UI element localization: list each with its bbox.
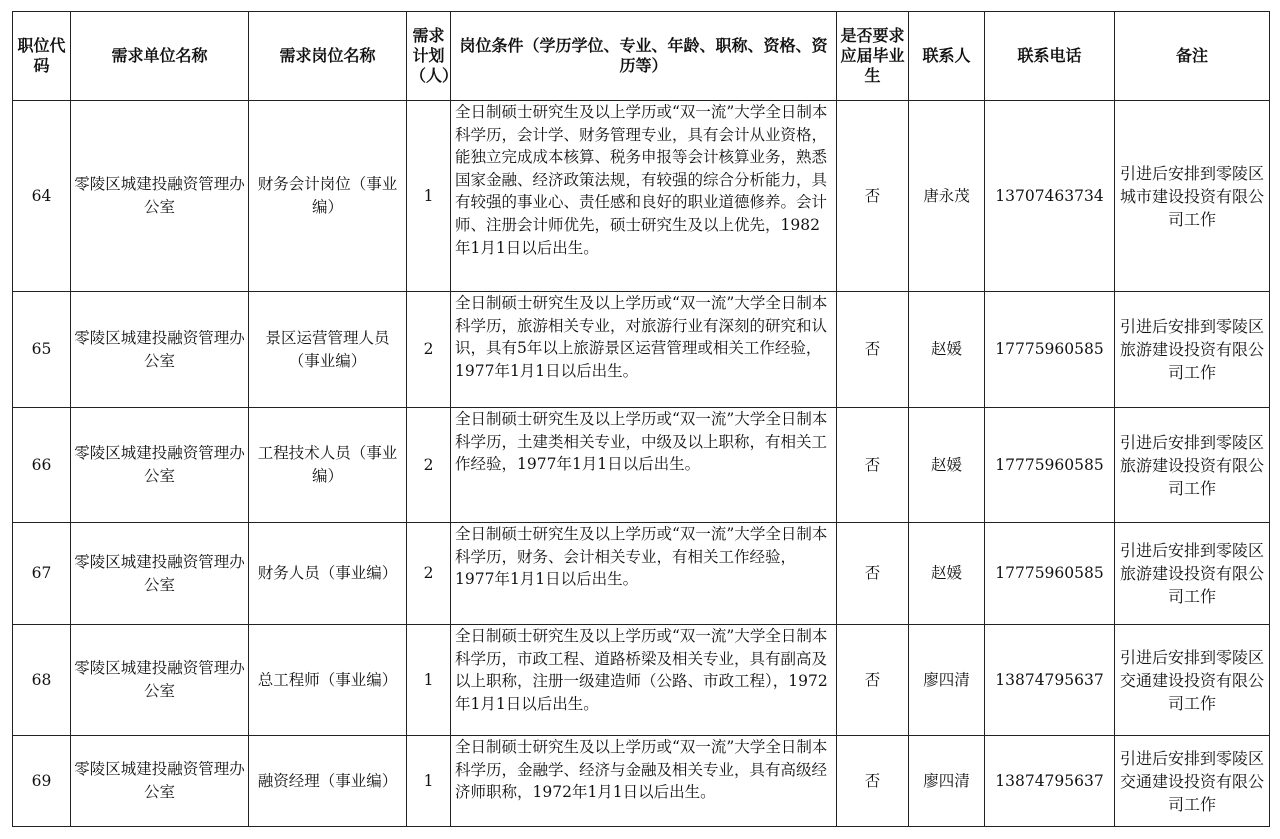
cell-code: 69 (13, 736, 71, 827)
cell-plan: 2 (407, 408, 451, 523)
cell-unit: 零陵区城建投融资管理办公室 (71, 101, 249, 292)
table-row (13, 292, 1270, 408)
header-plan: 需求计划（人） (407, 12, 451, 101)
cell-contact: 赵媛 (909, 523, 985, 625)
cell-phone: 13874795637 (985, 625, 1115, 736)
header-conditions: 岗位条件（学历学位、专业、年龄、职称、资格、资历等） (451, 12, 837, 101)
cell-note: 引进后安排到零陵区旅游建设投资有限公司工作 (1115, 408, 1270, 523)
recruitment-table-wrapper (12, 11, 1270, 827)
cell-plan: 2 (407, 523, 451, 625)
cell-fresh-graduate: 否 (837, 408, 909, 523)
recruitment-table (12, 11, 1270, 827)
cell-plan: 1 (407, 101, 451, 292)
header-note: 备注 (1115, 12, 1270, 101)
cell-conditions: 全日制硕士研究生及以上学历或“双一流”大学全日制本科学历，土建类相关专业，中级及以上职称，有相关工作经验，1977年1月1日以后出生。 (451, 408, 837, 523)
header-phone: 联系电话 (985, 12, 1115, 101)
header-post: 需求岗位名称 (249, 12, 407, 101)
table-row (13, 408, 1270, 523)
cell-unit: 零陵区城建投融资管理办公室 (71, 408, 249, 523)
cell-post: 融资经理（事业编） (249, 736, 407, 827)
cell-post: 工程技术人员（事业编） (249, 408, 407, 523)
table-row (13, 101, 1270, 292)
table-row (13, 736, 1270, 827)
cell-contact: 赵媛 (909, 292, 985, 408)
cell-note: 引进后安排到零陵区交通建设投资有限公司工作 (1115, 625, 1270, 736)
cell-code: 66 (13, 408, 71, 523)
cell-phone: 13874795637 (985, 736, 1115, 827)
cell-post: 财务人员（事业编） (249, 523, 407, 625)
cell-conditions: 全日制硕士研究生及以上学历或“双一流”大学全日制本科学历，市政工程、道路桥梁及相关专业，具有副高及以上职称，注册一级建造师（公路、市政工程），1972年1月1日以后出生。 (451, 625, 837, 736)
cell-phone: 17775960585 (985, 523, 1115, 625)
cell-fresh-graduate: 否 (837, 292, 909, 408)
cell-post: 财务会计岗位（事业编） (249, 101, 407, 292)
cell-fresh-graduate: 否 (837, 101, 909, 292)
cell-phone: 13707463734 (985, 101, 1115, 292)
table-row (13, 523, 1270, 625)
cell-code: 64 (13, 101, 71, 292)
cell-phone: 17775960585 (985, 408, 1115, 523)
header-contact: 联系人 (909, 12, 985, 101)
header-unit: 需求单位名称 (71, 12, 249, 101)
cell-plan: 1 (407, 625, 451, 736)
cell-note: 引进后安排到零陵区城市建设投资有限公司工作 (1115, 101, 1270, 292)
cell-code: 67 (13, 523, 71, 625)
cell-contact: 赵媛 (909, 408, 985, 523)
cell-post: 景区运营管理人员（事业编） (249, 292, 407, 408)
cell-code: 68 (13, 625, 71, 736)
cell-unit: 零陵区城建投融资管理办公室 (71, 292, 249, 408)
cell-unit: 零陵区城建投融资管理办公室 (71, 736, 249, 827)
cell-fresh-graduate: 否 (837, 625, 909, 736)
cell-conditions: 全日制硕士研究生及以上学历或“双一流”大学全日制本科学历，财务、会计相关专业，有相关工作经验，1977年1月1日以后出生。 (451, 523, 837, 625)
cell-contact: 唐永茂 (909, 101, 985, 292)
cell-post: 总工程师（事业编） (249, 625, 407, 736)
cell-conditions: 全日制硕士研究生及以上学历或“双一流”大学全日制本科学历，金融学、经济与金融及相关专业，具有高级经济师职称，1972年1月1日以后出生。 (451, 736, 837, 827)
cell-unit: 零陵区城建投融资管理办公室 (71, 523, 249, 625)
cell-plan: 1 (407, 736, 451, 827)
table-row (13, 625, 1270, 736)
cell-contact: 廖四清 (909, 625, 985, 736)
cell-note: 引进后安排到零陵区交通建设投资有限公司工作 (1115, 736, 1270, 827)
header-row (13, 12, 1270, 101)
cell-phone: 17775960585 (985, 292, 1115, 408)
header-fresh-graduate: 是否要求应届毕业生 (837, 12, 909, 101)
cell-code: 65 (13, 292, 71, 408)
cell-fresh-graduate: 否 (837, 736, 909, 827)
cell-fresh-graduate: 否 (837, 523, 909, 625)
cell-unit: 零陵区城建投融资管理办公室 (71, 625, 249, 736)
cell-note: 引进后安排到零陵区旅游建设投资有限公司工作 (1115, 523, 1270, 625)
cell-conditions: 全日制硕士研究生及以上学历或“双一流”大学全日制本科学历，会计学、财务管理专业，具有会计从业资格，能独立完成成本核算、税务申报等会计核算业务，熟悉国家金融、经济政策法规，有较强的综合分析能力，具有较强的事业心、责任感和良好的职业道德修养。会计师、注册会计师优先，硕士研究生及以上优先，1982年1月1日以后出生。 (451, 101, 837, 292)
cell-plan: 2 (407, 292, 451, 408)
cell-conditions: 全日制硕士研究生及以上学历或“双一流”大学全日制本科学历，旅游相关专业，对旅游行业有深刻的研究和认识，具有5年以上旅游景区运营管理或相关工作经验，1977年1月1日以后出生。 (451, 292, 837, 408)
header-code: 职位代码 (13, 12, 71, 101)
cell-contact: 廖四清 (909, 736, 985, 827)
cell-note: 引进后安排到零陵区旅游建设投资有限公司工作 (1115, 292, 1270, 408)
